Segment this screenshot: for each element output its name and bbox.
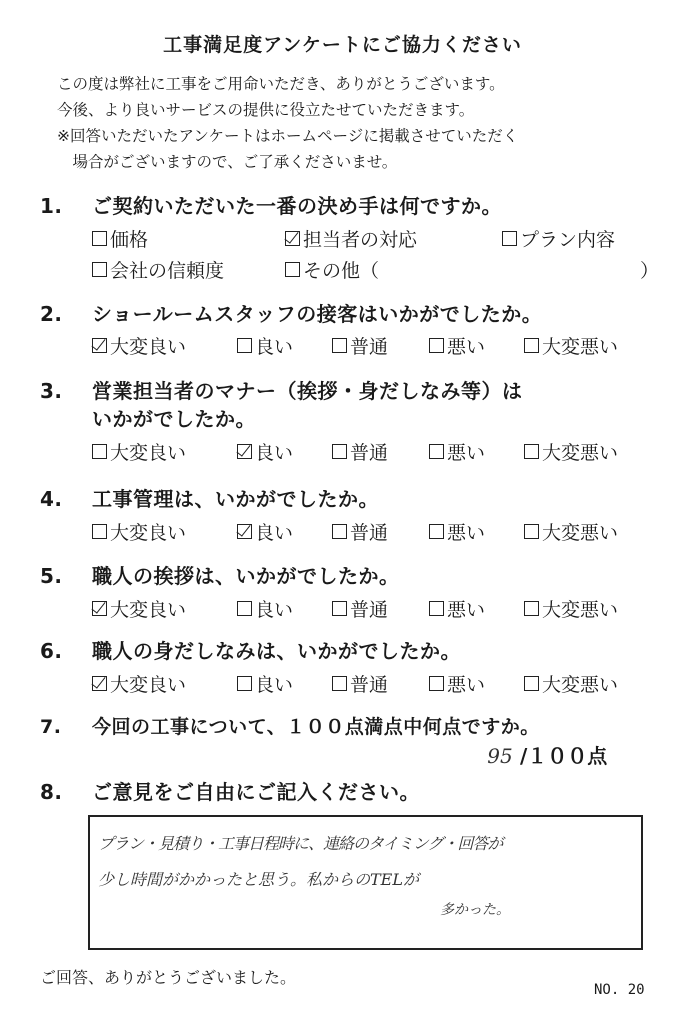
checkbox[interactable] (502, 231, 517, 246)
question-text: 工事管理は、いかがでしたか。 (92, 487, 379, 511)
question-number: 7. (40, 716, 62, 738)
intro-line-4: 場合がございますので、ご了承くださいませ。 (57, 153, 398, 171)
q3-option-3[interactable] (429, 438, 485, 465)
option-label: 大変良い (110, 522, 187, 544)
q1-option-price[interactable] (92, 225, 148, 252)
comment-box[interactable] (88, 815, 643, 950)
checkbox-checked[interactable] (237, 444, 252, 459)
checkbox[interactable] (92, 231, 107, 246)
option-label: 悪い (447, 336, 486, 358)
option-label: 大変良い (110, 442, 187, 464)
score-value[interactable]: 95 (487, 744, 513, 768)
q5-option-1[interactable] (237, 595, 293, 622)
q6-option-0[interactable] (92, 670, 186, 697)
question-4 (40, 483, 379, 512)
question-text: 今回の工事について、１００点満点中何点ですか。 (92, 716, 540, 738)
option-label: 大変良い (110, 674, 187, 696)
question-text: 職人の身だしなみは、いかがでしたか。 (92, 639, 461, 663)
checkbox[interactable] (332, 676, 347, 691)
question-text: ご契約いただいた一番の決め手は何ですか。 (92, 194, 502, 218)
checkbox-checked[interactable] (92, 338, 107, 353)
option-label: 良い (255, 522, 294, 544)
question-3 (40, 375, 523, 404)
option-label: 普通 (350, 336, 389, 358)
option-label: 悪い (447, 442, 486, 464)
option-label: 悪い (447, 599, 486, 621)
checkbox[interactable] (429, 338, 444, 353)
intro-line-2: 今後、より良いサービスの提供に役立たせていただきます。 (57, 101, 475, 119)
q6-option-3[interactable] (429, 670, 485, 697)
checkbox[interactable] (92, 262, 107, 277)
footer-thanks: ご回答、ありがとうございました。 (40, 968, 297, 987)
option-label: 大変悪い (542, 336, 619, 358)
option-label: 普通 (350, 674, 389, 696)
comment-line-2: 少し時間がかかったと思う。私からのTELが (98, 870, 419, 889)
checkbox[interactable] (429, 676, 444, 691)
checkbox[interactable] (429, 524, 444, 539)
question-7 (40, 712, 540, 739)
q5-option-4[interactable] (524, 595, 618, 622)
checkbox[interactable] (285, 262, 300, 277)
option-label: 悪い (447, 674, 486, 696)
question-1 (40, 190, 502, 219)
checkbox[interactable] (524, 524, 539, 539)
q3-option-1[interactable] (237, 438, 293, 465)
option-label: プラン内容 (520, 229, 616, 251)
checkbox[interactable] (332, 601, 347, 616)
q6-option-1[interactable] (237, 670, 293, 697)
question-text: 職人の挨拶は、いかがでしたか。 (92, 564, 400, 588)
question-text: ショールームスタッフの接客はいかがでしたか。 (92, 302, 543, 326)
q2-option-4[interactable] (524, 332, 618, 359)
question-number: 1. (40, 194, 63, 218)
question-5 (40, 560, 400, 589)
option-label: 良い (255, 442, 294, 464)
q3-option-4[interactable] (524, 438, 618, 465)
checkbox[interactable] (237, 601, 252, 616)
checkbox[interactable] (92, 524, 107, 539)
q4-option-2[interactable] (332, 518, 388, 545)
question-number: 2. (40, 302, 63, 326)
checkbox-checked[interactable] (237, 524, 252, 539)
question-text: ご意見をご自由にご記入ください。 (92, 780, 420, 804)
q5-option-2[interactable] (332, 595, 388, 622)
question-number: 5. (40, 564, 63, 588)
q4-option-4[interactable] (524, 518, 618, 545)
checkbox[interactable] (237, 676, 252, 691)
form-number: NO. 20 (594, 982, 645, 998)
q7-score (480, 740, 607, 769)
option-label: 大変悪い (542, 599, 619, 621)
checkbox[interactable] (429, 444, 444, 459)
checkbox[interactable] (524, 444, 539, 459)
option-label: 良い (255, 599, 294, 621)
question-3-line-2: いかがでしたか。 (92, 407, 256, 431)
checkbox[interactable] (332, 444, 347, 459)
option-label: 普通 (350, 522, 389, 544)
checkbox-checked[interactable] (92, 601, 107, 616)
q2-option-3[interactable] (429, 332, 485, 359)
option-label: 悪い (447, 522, 486, 544)
option-label: 大変良い (110, 336, 187, 358)
q4-option-0[interactable] (92, 518, 186, 545)
question-number: 3. (40, 379, 63, 403)
option-label: 大変悪い (542, 522, 619, 544)
option-label: その他（ (303, 260, 380, 282)
q6-option-2[interactable] (332, 670, 388, 697)
option-label: 普通 (350, 599, 389, 621)
q1-option-plan[interactable] (502, 225, 615, 252)
question-8 (40, 776, 420, 805)
q1-other-close: ） (640, 260, 660, 282)
option-label: 良い (255, 674, 294, 696)
checkbox[interactable] (524, 601, 539, 616)
option-label: 大変悪い (542, 442, 619, 464)
q2-option-2[interactable] (332, 332, 388, 359)
q6-option-4[interactable] (524, 670, 618, 697)
q3-option-2[interactable] (332, 438, 388, 465)
q4-option-1[interactable] (237, 518, 293, 545)
question-number: 8. (40, 780, 63, 804)
checkbox[interactable] (237, 338, 252, 353)
option-label: 価格 (110, 229, 149, 251)
q5-option-0[interactable] (92, 595, 186, 622)
option-label: 普通 (350, 442, 389, 464)
intro-line-3: ※回答いただいたアンケートはホームページに掲載させていただく (57, 127, 519, 145)
checkbox[interactable] (92, 444, 107, 459)
intro-line-1: この度は弊社に工事をご用命いただき、ありがとうございます。 (57, 75, 505, 93)
comment-line-3: 多かった。 (440, 902, 510, 918)
option-label: 会社の信頼度 (110, 260, 225, 282)
question-number: 6. (40, 639, 63, 663)
checkbox[interactable] (332, 338, 347, 353)
question-2 (40, 298, 542, 327)
q2-option-0[interactable] (92, 332, 186, 359)
option-label: 大変悪い (542, 674, 619, 696)
option-label: 良い (255, 336, 294, 358)
checkbox-checked[interactable] (92, 676, 107, 691)
q5-option-3[interactable] (429, 595, 485, 622)
option-label: 大変良い (110, 599, 187, 621)
q2-option-1[interactable] (237, 332, 293, 359)
survey-title: 工事満足度アンケートにご協力ください (163, 34, 522, 56)
option-label: 担当者の対応 (303, 229, 418, 251)
question-6 (40, 635, 461, 664)
checkbox[interactable] (524, 676, 539, 691)
checkbox[interactable] (429, 601, 444, 616)
question-number: 4. (40, 487, 63, 511)
q3-option-0[interactable] (92, 438, 186, 465)
checkbox[interactable] (524, 338, 539, 353)
q1-option-other[interactable] (285, 256, 379, 283)
comment-line-1: プラン・見積り・工事日程時に、連絡のタイミング・回答が (98, 834, 503, 853)
checkbox-checked[interactable] (285, 231, 300, 246)
checkbox[interactable] (332, 524, 347, 539)
score-suffix: /１００点 (520, 744, 608, 768)
q4-option-3[interactable] (429, 518, 485, 545)
q1-option-trust[interactable] (92, 256, 224, 283)
question-text: 営業担当者のマナー（挨拶・身だしなみ等）は (92, 379, 523, 403)
q1-option-staff[interactable] (285, 225, 417, 252)
